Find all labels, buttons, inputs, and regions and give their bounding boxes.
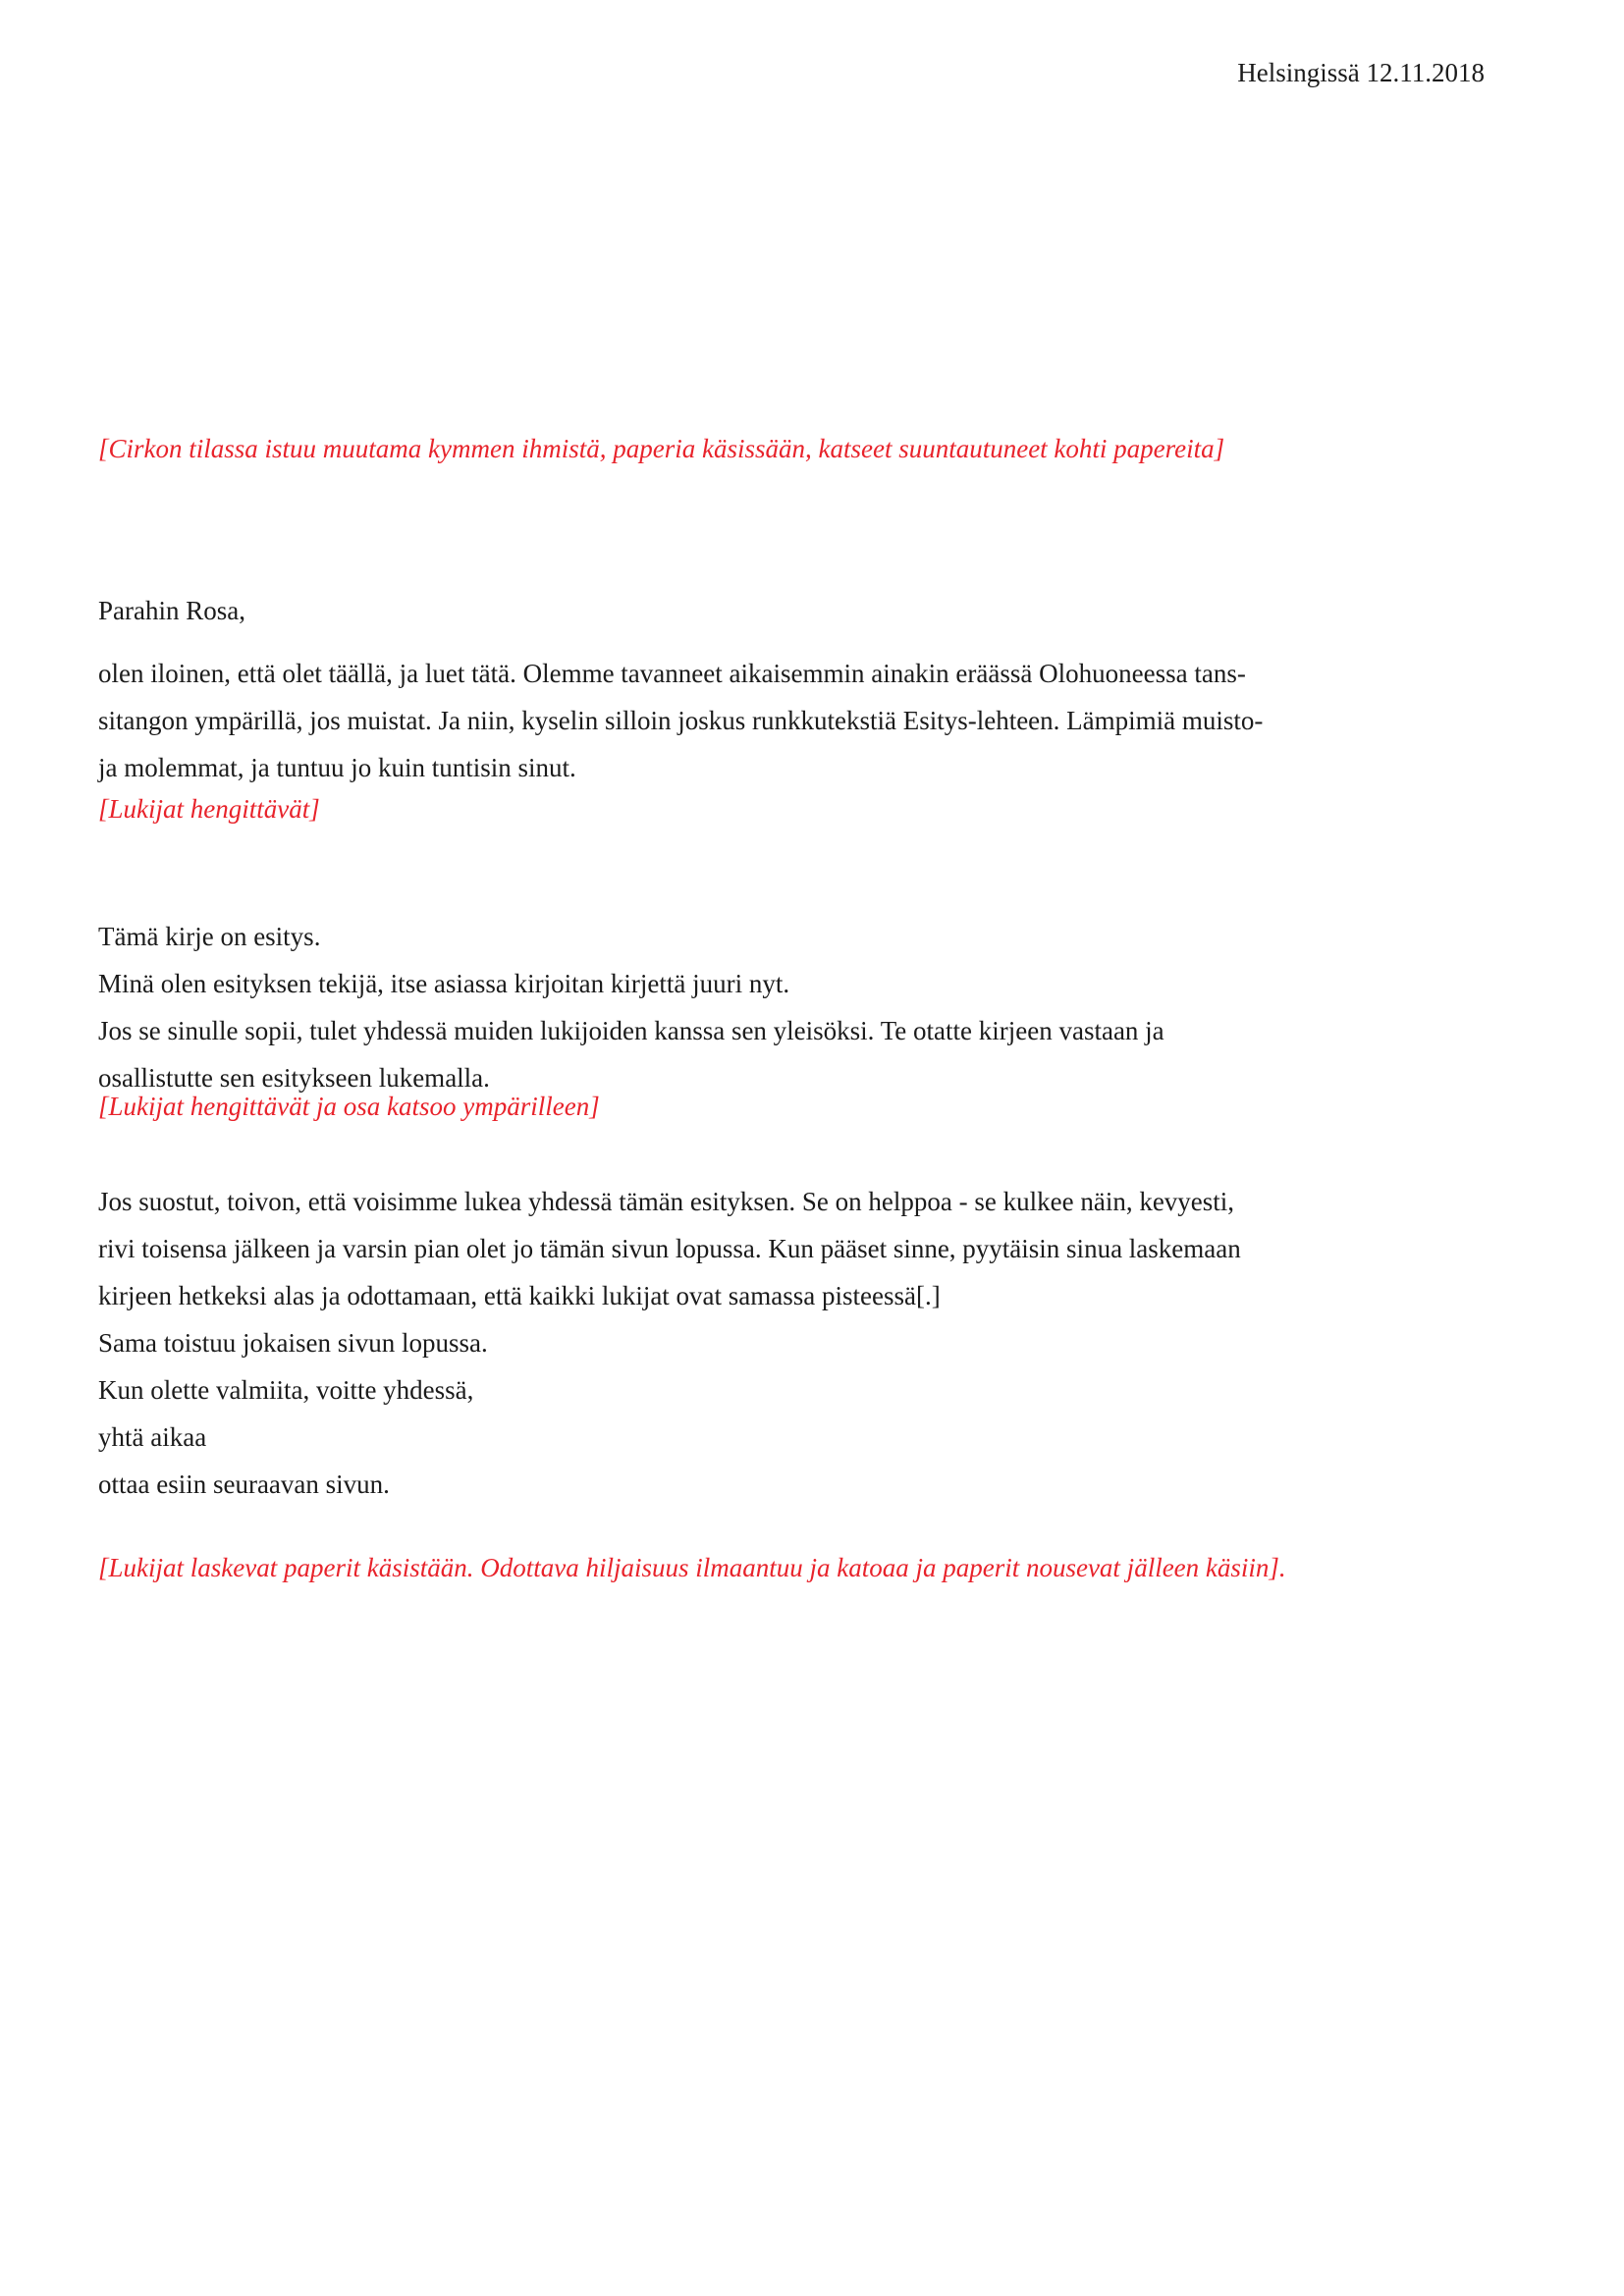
paragraph-1 — [98, 650, 1526, 791]
paragraph-1-line-3: ja molemmat, ja tuntuu jo kuin tuntisin sinut. — [98, 753, 576, 782]
paragraph-1-line-2: sitangon ympärillä, jos muistat. Ja niin, kyselin silloin joskus runkkutekstiä Esitys-lehteen. Lämpimiä muisto- — [98, 706, 1264, 735]
stage-direction-1: [Cirkon tilassa istuu muutama kymmen ihmistä, paperia käsissään, katseet suuntautuneet kohti papereita] — [98, 434, 1225, 463]
salutation: Parahin Rosa, — [98, 596, 245, 625]
paragraph-2-line-3: Jos se sinulle sopii, tulet yhdessä muiden lukijoiden kanssa sen yleisöksi. Te otatte kirjeen vastaan ja — [98, 1016, 1164, 1045]
paragraph-2-line-2: Minä olen esityksen tekijä, itse asiassa kirjoitan kirjettä juuri nyt. — [98, 969, 790, 998]
paragraph-3-line-4: Sama toistuu jokaisen sivun lopussa. — [98, 1328, 488, 1358]
paragraph-3-line-6: yhtä aikaa — [98, 1422, 207, 1452]
paragraph-2-line-1: Tämä kirje on esitys. — [98, 922, 321, 951]
paragraph-2 — [98, 913, 1526, 1101]
dateline: Helsingissä 12.11.2018 — [1237, 58, 1485, 87]
paragraph-2-line-4: osallistutte sen esitykseen lukemalla. — [98, 1063, 490, 1093]
paragraph-3 — [98, 1178, 1526, 1508]
paragraph-3-line-2: rivi toisensa jälkeen ja varsin pian olet jo tämän sivun lopussa. Kun pääset sinne, pyytäisin sinua laskemaan — [98, 1234, 1241, 1263]
stage-direction-3: [Lukijat hengittävät ja osa katsoo ympärilleen] — [98, 1092, 600, 1121]
paragraph-3-line-3: kirjeen hetkeksi alas ja odottamaan, että kaikki lukijat ovat samassa pisteessä[.] — [98, 1281, 941, 1310]
stage-direction-2: [Lukijat hengittävät] — [98, 794, 320, 824]
paragraph-3-line-1: Jos suostut, toivon, että voisimme lukea yhdessä tämän esityksen. Se on helppoa - se kulkee näin, kevyesti, — [98, 1187, 1235, 1216]
paragraph-1-line-1: olen iloinen, että olet täällä, ja luet tätä. Olemme tavanneet aikaisemmin ainakin eräässä Olohuoneessa tans- — [98, 659, 1246, 688]
paragraph-3-line-7: ottaa esiin seuraavan sivun. — [98, 1469, 390, 1499]
paragraph-3-line-5: Kun olette valmiita, voitte yhdessä, — [98, 1375, 474, 1405]
stage-direction-4: [Lukijat laskevat paperit käsistään. Odottava hiljaisuus ilmaantuu ja katoaa ja paperit nousevat jälleen käsiin]. — [98, 1553, 1286, 1582]
